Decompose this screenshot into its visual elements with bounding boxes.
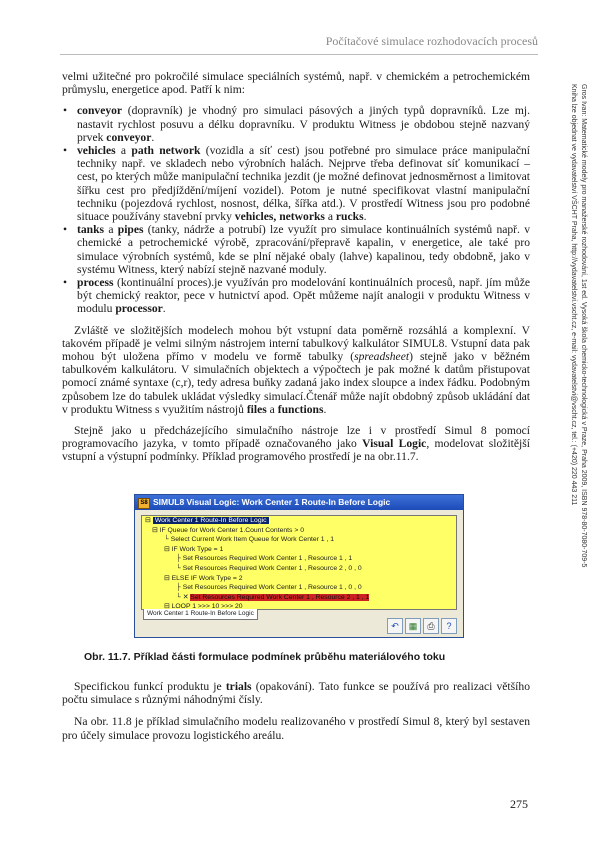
- calculator-icon[interactable]: ▦: [405, 618, 421, 634]
- body-text: [62, 70, 530, 472]
- window-title: SIMUL8 Visual Logic: Work Center 1 Route-In Before Logic: [153, 497, 391, 507]
- undo-icon[interactable]: ↶: [387, 618, 403, 634]
- element-list: [62, 104, 530, 315]
- side-note-line-1: Gros Ivan: Matematické modely pro manažerské rozhodování, 1st ed. Vysoká škola chemicko-technologická v Praze, Praha 2009, ISBN 978-80-7080-709-5: [580, 84, 587, 568]
- intro-paragraph: velmi užitečné pro pokročilé simulace speciálních systémů, např. v chemickém a petrochemickém průmyslu, energetice apod. Patří k nim:: [62, 70, 530, 97]
- simul8-app-icon: S8: [138, 498, 150, 509]
- list-item-process: • process (kontinuální proces).je využíván pro modelování kontinuálních procesů, např. jím může být chemický reaktor, pece v hutnictví apod. Opět můžeme najít analogii v produktu Witness v modulu processor.: [62, 276, 530, 316]
- trials-paragraph: Specifickou funkcí produktu je trials (opakování). Tato funkce se používá pro realizaci většího počtu simulace s různými náhodnými čísly.: [62, 680, 530, 707]
- list-item-tanks: • tanks a pipes (tanky, nádrže a potrubí) lze využít pro simulace kontinuálních systémů např. v chemické a petrochemické výrobě, zpracování/přepravě kapalin, v energetice, ale také pro simulace výrobních systémů, kde se plní nějaké obaly (lahve) kapalinou, tedy obdobně, jako v systému Witness, který nabízí stejně nazvané moduly.: [62, 223, 530, 276]
- window-titlebar: [135, 495, 463, 510]
- running-header: Počítačové simulace rozhodovacích procesů: [60, 34, 538, 55]
- code-line-highlighted[interactable]: └ ✕ Set Resources Required Work Center 1 , Resource 2 , 1 , 1: [176, 593, 370, 601]
- code-line[interactable]: ⊟ Work Center 1 Route-In Before Logic: [145, 517, 267, 524]
- help-icon[interactable]: ?: [441, 618, 457, 634]
- print-icon[interactable]: ⎙: [423, 618, 439, 634]
- logic-tab[interactable]: Work Center 1 Route-In Before Logic: [143, 609, 258, 620]
- model-paragraph: Na obr. 11.8 je příklad simulačního modelu realizovaného v prostředí Simul 8, který byl sestaven pro účely simulace provozu logistického areálu.: [62, 715, 530, 742]
- window-toolbar: [387, 618, 457, 634]
- code-line[interactable]: └ Select Current Work Item Queue for Work Center 1 , 1: [164, 536, 335, 544]
- code-line[interactable]: ⊟ IF Work Type = 1: [164, 545, 224, 553]
- list-item-conveyor: • conveyor (dopravník) je vhodný pro simulaci pásových a jiných typů dopravníků. Lze mj. nastavit rychlost posuvu a délku dopravníku. V produktu Witness je obdobou stejně nazvaný prvek conveyor.: [62, 104, 530, 144]
- figure-caption: Obr. 11.7. Příklad části formulace podmínek průběhu materiálového toku: [84, 651, 446, 663]
- code-line[interactable]: ⊟ IF Queue for Work Center 1.Count Contents > 0: [152, 526, 304, 534]
- visual-logic-window: [134, 494, 464, 638]
- code-line[interactable]: └ Set Resources Required Work Center 1 , Resource 2 , 0 , 0: [176, 564, 362, 572]
- body-text-after: [62, 680, 530, 751]
- side-note: [548, 84, 588, 644]
- code-line[interactable]: ⊟ LOOP 1 >>> 10 >>> 20: [164, 603, 243, 610]
- spreadsheet-paragraph: Zvláště ve složitějších modelech mohou být vstupní data poměrně rozsáhlá a komplexní. V takovém případě je velmi silným nástrojem interní tabulkový kalkulátor SIMUL8. Vstupní data pak mohou být uložena přímo v modelu ve formě tabulky (spreadsheet) stejně jako v běžném tabulkovém kalkulátoru. V simulačních objektech a výpočtech je pak možné k datům přistupovat pomocí známé syntaxe (c,r), tedy adresa buňky zadaná jako index sloupce a index řádku. Podobným způsobem lze do tabulek ukládat výsledky simulací.Čtenář může najít obdobný způsob ukládání dat v produktu Witness s využitím nástrojů files a functions.: [62, 323, 530, 416]
- visual-logic-paragraph: Stejně jako u předcházejícího simulačního nástroje lze i v prostředí Simul 8 pomocí programovacího jazyka, v tomto případě označovaného jako Visual Logic, modelovat složitější vstupní a výstupní podmínky. Příklad programového prostředí je na obr.11.7.: [62, 424, 530, 464]
- code-line[interactable]: ⊟ ELSE IF Work Type = 2: [164, 574, 243, 582]
- list-item-vehicles: • vehicles a path network (vozidla a síť cest) jsou potřebné pro simulace práce manipulační techniky např. ve skladech nebo výrobních halách. Nejprve třeba definovat síť komunikací – cest, po kterých může manipulační technika jezdit (je možné definovat jednosměrnost a limitovat šířku cest pro předjíždění/míjení vozidel). Potom je nutné specifikovat vlastní manipulační techniku (pojezdová rychlost, nosnost, délka, šířka atd.). V prostředí Witness jsou pro podobné situace používány stavební prvky vehicles, networks a rucks.: [62, 144, 530, 223]
- code-line[interactable]: ├ Set Resources Required Work Center 1 , Resource 1 , 0 , 0: [176, 584, 362, 592]
- code-line[interactable]: ├ Set Resources Required Work Center 1 , Resource 1 , 1: [176, 555, 353, 563]
- page-number: 275: [510, 797, 528, 811]
- code-editor[interactable]: [141, 515, 457, 610]
- side-note-line-2: Kniha lze objednat ve vydavatelství VŠCHT Praha, http://vydavatelstvi.vscht.cz, e-mail: vydavatelstvi@vscht.cz, tel.: (+420) 220 443 211: [570, 84, 577, 506]
